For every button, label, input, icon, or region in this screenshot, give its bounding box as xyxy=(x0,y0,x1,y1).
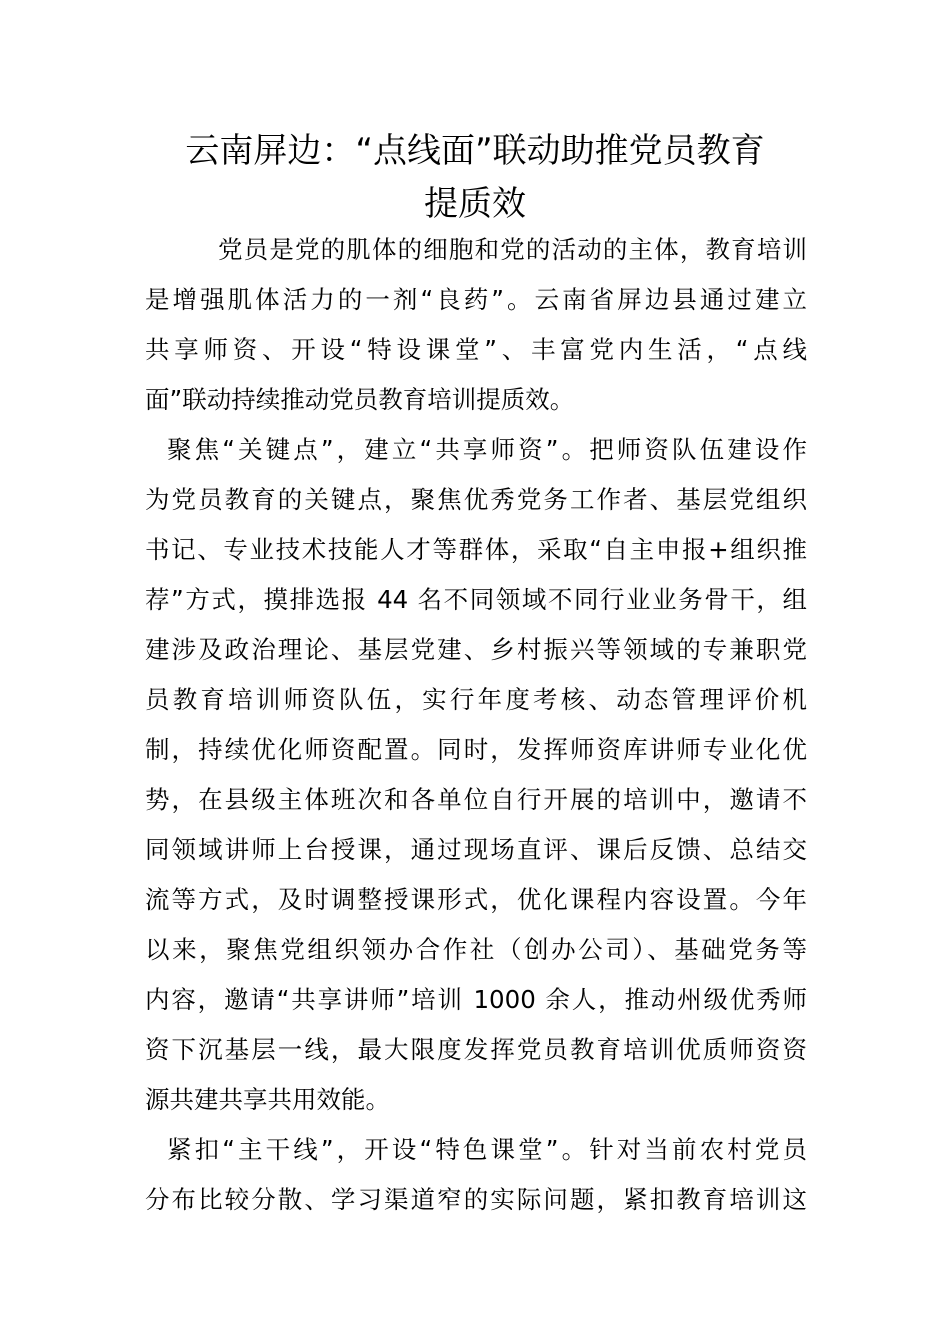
paragraph-line: 分布比较分散、学习渠道窄的实际问题，紧扣教育培训这 xyxy=(145,1185,807,1214)
paragraph-line: 书记、专业技术技能人才等群体，采取“自主申报+组织推 xyxy=(145,535,807,564)
paragraph-line: 建涉及政治理论、基层党建、乡村振兴等领域的专兼职党 xyxy=(145,635,807,664)
paragraph-line: 势，在县级主体班次和各单位自行开展的培训中，邀请不 xyxy=(145,785,807,814)
paragraph-line: 员教育培训师资队伍，实行年度考核、动态管理评价机 xyxy=(145,685,807,714)
paragraph-line: 共享师资、开设“特设课堂”、丰富党内生活，“点线 xyxy=(145,335,807,364)
paragraph-line: 以来，聚焦党组织领办合作社（创办公司）、基础党务等 xyxy=(145,935,807,964)
document-title-line-2: 提质效 xyxy=(424,184,526,224)
paragraph-line: 紧扣“主干线”，开设“特色课堂”。针对当前农村党员 xyxy=(167,1135,807,1164)
paragraph-line: 荐”方式，摸排选报 44 名不同领域不同行业业务骨干，组 xyxy=(145,585,807,614)
paragraph-line: 聚焦“关键点”，建立“共享师资”。把师资队伍建设作 xyxy=(167,435,807,464)
paragraph-line: 资下沉基层一线，最大限度发挥党员教育培训优质师资资 xyxy=(145,1035,807,1064)
paragraph-line: 制，持续优化师资配置。同时，发挥师资库讲师专业化优 xyxy=(145,735,807,764)
paragraph-line: 为党员教育的关键点，聚焦优秀党务工作者、基层党组织 xyxy=(145,485,807,514)
paragraph-line: 源共建共享共用效能。 xyxy=(145,1085,390,1114)
paragraph-line: 党员是党的肌体的细胞和党的活动的主体，教育培训 xyxy=(218,235,807,264)
document-title-line-1: 云南屏边：“点线面”联动助推党员教育 xyxy=(185,131,765,171)
paragraph-line: 内容，邀请“共享讲师”培训 1000 余人，推动州级优秀师 xyxy=(145,985,807,1014)
paragraph-line: 面”联动持续推动党员教育培训提质效。 xyxy=(145,385,575,414)
paragraph-line: 同领域讲师上台授课，通过现场直评、课后反馈、总结交 xyxy=(145,835,807,864)
paragraph-line: 是增强肌体活力的一剂“良药”。云南省屏边县通过建立 xyxy=(145,285,807,314)
paragraph-line: 流等方式，及时调整授课形式，优化课程内容设置。今年 xyxy=(145,885,807,914)
